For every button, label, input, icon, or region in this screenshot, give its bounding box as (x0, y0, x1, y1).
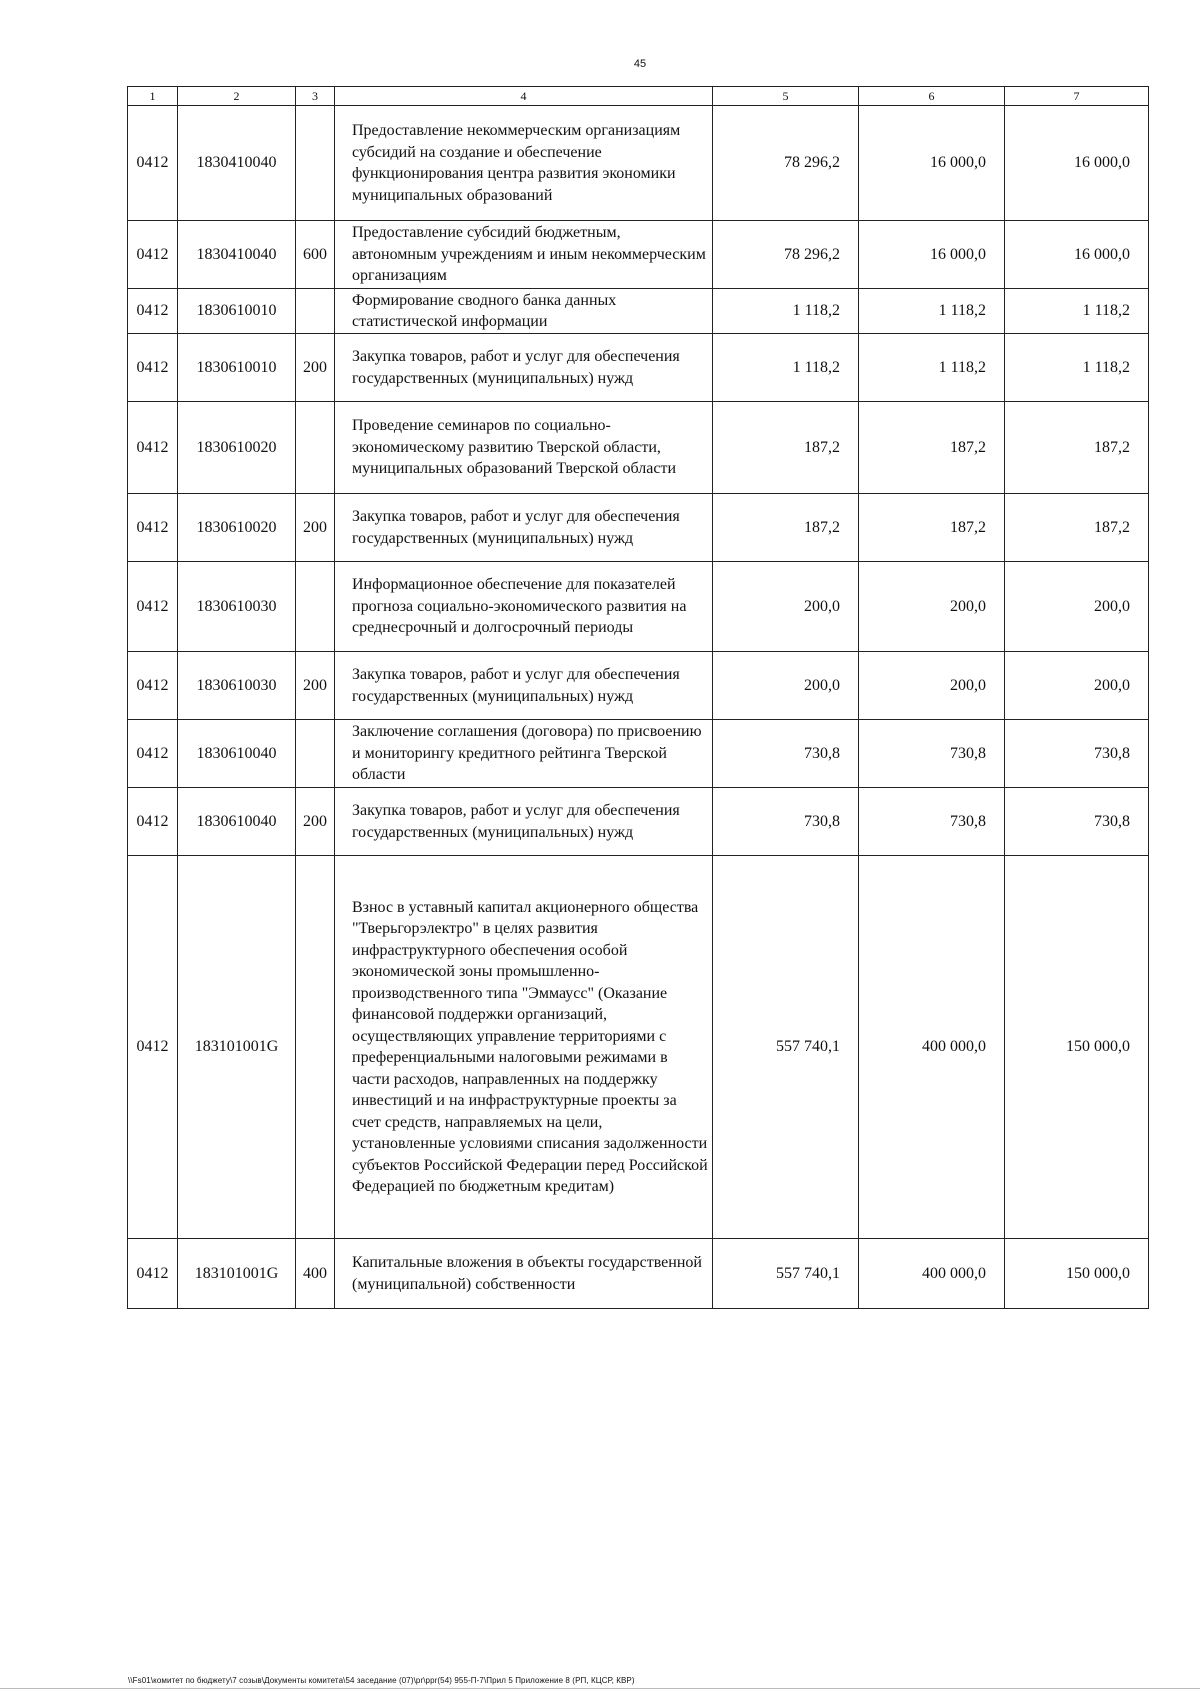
item-name: Предоставление субсидий бюджетным, автономным учреждениям и иным некоммерческим организациям (335, 221, 713, 289)
amount-col7: 16 000,0 (1005, 106, 1149, 221)
item-name: Взнос в уставный капитал акционерного общества "Тверьгорэлектро" в целях развития инфраструктурного обеспечения особой экономической зоны промышленно-производственного типа "Эммаусс" (Оказание финансовой поддержки организаций, осуществляющих управление территориями с преференциальными налоговыми режимами в части расходов, направленных на поддержку инвестиций и на инфраструктурные проекты за счет средств, направляемых на цели, установленные условиями списания задолженности субъектов Российской Федерации перед Российской Федерацией по бюджетным кредитам) (335, 856, 713, 1239)
expense-type: 200 (296, 334, 335, 402)
table-row (128, 106, 1149, 221)
section-code: 0412 (128, 788, 178, 856)
expense-type (296, 856, 335, 1239)
amount-col5: 200,0 (713, 652, 859, 720)
header-cell: 5 (713, 87, 859, 106)
expense-type (296, 289, 335, 334)
section-code: 0412 (128, 720, 178, 788)
amount-col7: 730,8 (1005, 720, 1149, 788)
expense-type: 200 (296, 788, 335, 856)
expense-type (296, 562, 335, 652)
header-cell: 4 (335, 87, 713, 106)
amount-col6: 16 000,0 (859, 106, 1005, 221)
amount-col5: 557 740,1 (713, 1239, 859, 1309)
target-code: 1830610030 (178, 652, 296, 720)
amount-col5: 78 296,2 (713, 221, 859, 289)
expense-type: 600 (296, 221, 335, 289)
amount-col7: 187,2 (1005, 402, 1149, 494)
section-code: 0412 (128, 289, 178, 334)
amount-col7: 187,2 (1005, 494, 1149, 562)
section-code: 0412 (128, 106, 178, 221)
amount-col7: 200,0 (1005, 652, 1149, 720)
amount-col7: 150 000,0 (1005, 856, 1149, 1239)
target-code: 1830410040 (178, 221, 296, 289)
amount-col6: 187,2 (859, 494, 1005, 562)
section-code: 0412 (128, 856, 178, 1239)
amount-col5: 730,8 (713, 788, 859, 856)
expense-type: 200 (296, 652, 335, 720)
amount-col6: 16 000,0 (859, 221, 1005, 289)
bottom-divider (0, 1688, 1200, 1689)
table-row (128, 494, 1149, 562)
footer-file-path: \\Fs01\комитет по бюджету\7 созыв\Документы комитета\54 заседание (07)\pr\ppr(54) 955-П-7\Прил 5 Приложение 8 (РП, КЦСР, КВР) (128, 1676, 635, 1685)
item-name: Проведение семинаров по социально-экономическому развитию Тверской области, муниципальных образований Тверской области (335, 402, 713, 494)
target-code: 1830610040 (178, 788, 296, 856)
target-code: 1830610040 (178, 720, 296, 788)
amount-col6: 400 000,0 (859, 1239, 1005, 1309)
item-name: Предоставление некоммерческим организациям субсидий на создание и обеспечение функционирования центра развития экономики муниципальных образований (335, 106, 713, 221)
amount-col5: 187,2 (713, 402, 859, 494)
table-row (128, 1239, 1149, 1309)
section-code: 0412 (128, 221, 178, 289)
expense-type (296, 402, 335, 494)
target-code: 183101001G (178, 856, 296, 1239)
item-name: Закупка товаров, работ и услуг для обеспечения государственных (муниципальных) нужд (335, 334, 713, 402)
expense-type: 400 (296, 1239, 335, 1309)
amount-col6: 730,8 (859, 720, 1005, 788)
table-row (128, 289, 1149, 334)
page-number: 45 (633, 58, 647, 70)
table-row (128, 720, 1149, 788)
table-row (128, 652, 1149, 720)
expense-type (296, 106, 335, 221)
amount-col6: 730,8 (859, 788, 1005, 856)
header-cell: 6 (859, 87, 1005, 106)
header-cell: 1 (128, 87, 178, 106)
target-code: 183101001G (178, 1239, 296, 1309)
target-code: 1830610030 (178, 562, 296, 652)
target-code: 1830610020 (178, 402, 296, 494)
amount-col5: 78 296,2 (713, 106, 859, 221)
header-cell: 2 (178, 87, 296, 106)
table-row (128, 334, 1149, 402)
amount-col5: 730,8 (713, 720, 859, 788)
amount-col6: 1 118,2 (859, 334, 1005, 402)
amount-col6: 200,0 (859, 652, 1005, 720)
target-code: 1830610020 (178, 494, 296, 562)
section-code: 0412 (128, 1239, 178, 1309)
item-name: Заключение соглашения (договора) по присвоению и мониторингу кредитного рейтинга Тверской области (335, 720, 713, 788)
section-code: 0412 (128, 402, 178, 494)
header-cell: 7 (1005, 87, 1149, 106)
amount-col7: 730,8 (1005, 788, 1149, 856)
amount-col6: 187,2 (859, 402, 1005, 494)
expense-type (296, 720, 335, 788)
table-row (128, 856, 1149, 1239)
item-name: Информационное обеспечение для показателей прогноза социально-экономического развития на среднесрочный и долгосрочный периоды (335, 562, 713, 652)
section-code: 0412 (128, 494, 178, 562)
item-name: Закупка товаров, работ и услуг для обеспечения государственных (муниципальных) нужд (335, 494, 713, 562)
table-row (128, 562, 1149, 652)
target-code: 1830410040 (178, 106, 296, 221)
header-cell: 3 (296, 87, 335, 106)
item-name: Закупка товаров, работ и услуг для обеспечения государственных (муниципальных) нужд (335, 652, 713, 720)
item-name: Закупка товаров, работ и услуг для обеспечения государственных (муниципальных) нужд (335, 788, 713, 856)
amount-col5: 187,2 (713, 494, 859, 562)
table-row (128, 402, 1149, 494)
amount-col7: 1 118,2 (1005, 289, 1149, 334)
table-header-row (128, 87, 1149, 106)
amount-col6: 1 118,2 (859, 289, 1005, 334)
section-code: 0412 (128, 652, 178, 720)
table-row (128, 221, 1149, 289)
amount-col5: 1 118,2 (713, 289, 859, 334)
section-code: 0412 (128, 562, 178, 652)
item-name: Формирование сводного банка данных статистической информации (335, 289, 713, 334)
table-row (128, 788, 1149, 856)
budget-table (127, 86, 1149, 1309)
amount-col7: 200,0 (1005, 562, 1149, 652)
target-code: 1830610010 (178, 289, 296, 334)
item-name: Капитальные вложения в объекты государственной (муниципальной) собственности (335, 1239, 713, 1309)
amount-col7: 150 000,0 (1005, 1239, 1149, 1309)
amount-col5: 1 118,2 (713, 334, 859, 402)
amount-col7: 16 000,0 (1005, 221, 1149, 289)
amount-col5: 557 740,1 (713, 856, 859, 1239)
expense-type: 200 (296, 494, 335, 562)
amount-col6: 200,0 (859, 562, 1005, 652)
amount-col7: 1 118,2 (1005, 334, 1149, 402)
section-code: 0412 (128, 334, 178, 402)
amount-col6: 400 000,0 (859, 856, 1005, 1239)
target-code: 1830610010 (178, 334, 296, 402)
amount-col5: 200,0 (713, 562, 859, 652)
